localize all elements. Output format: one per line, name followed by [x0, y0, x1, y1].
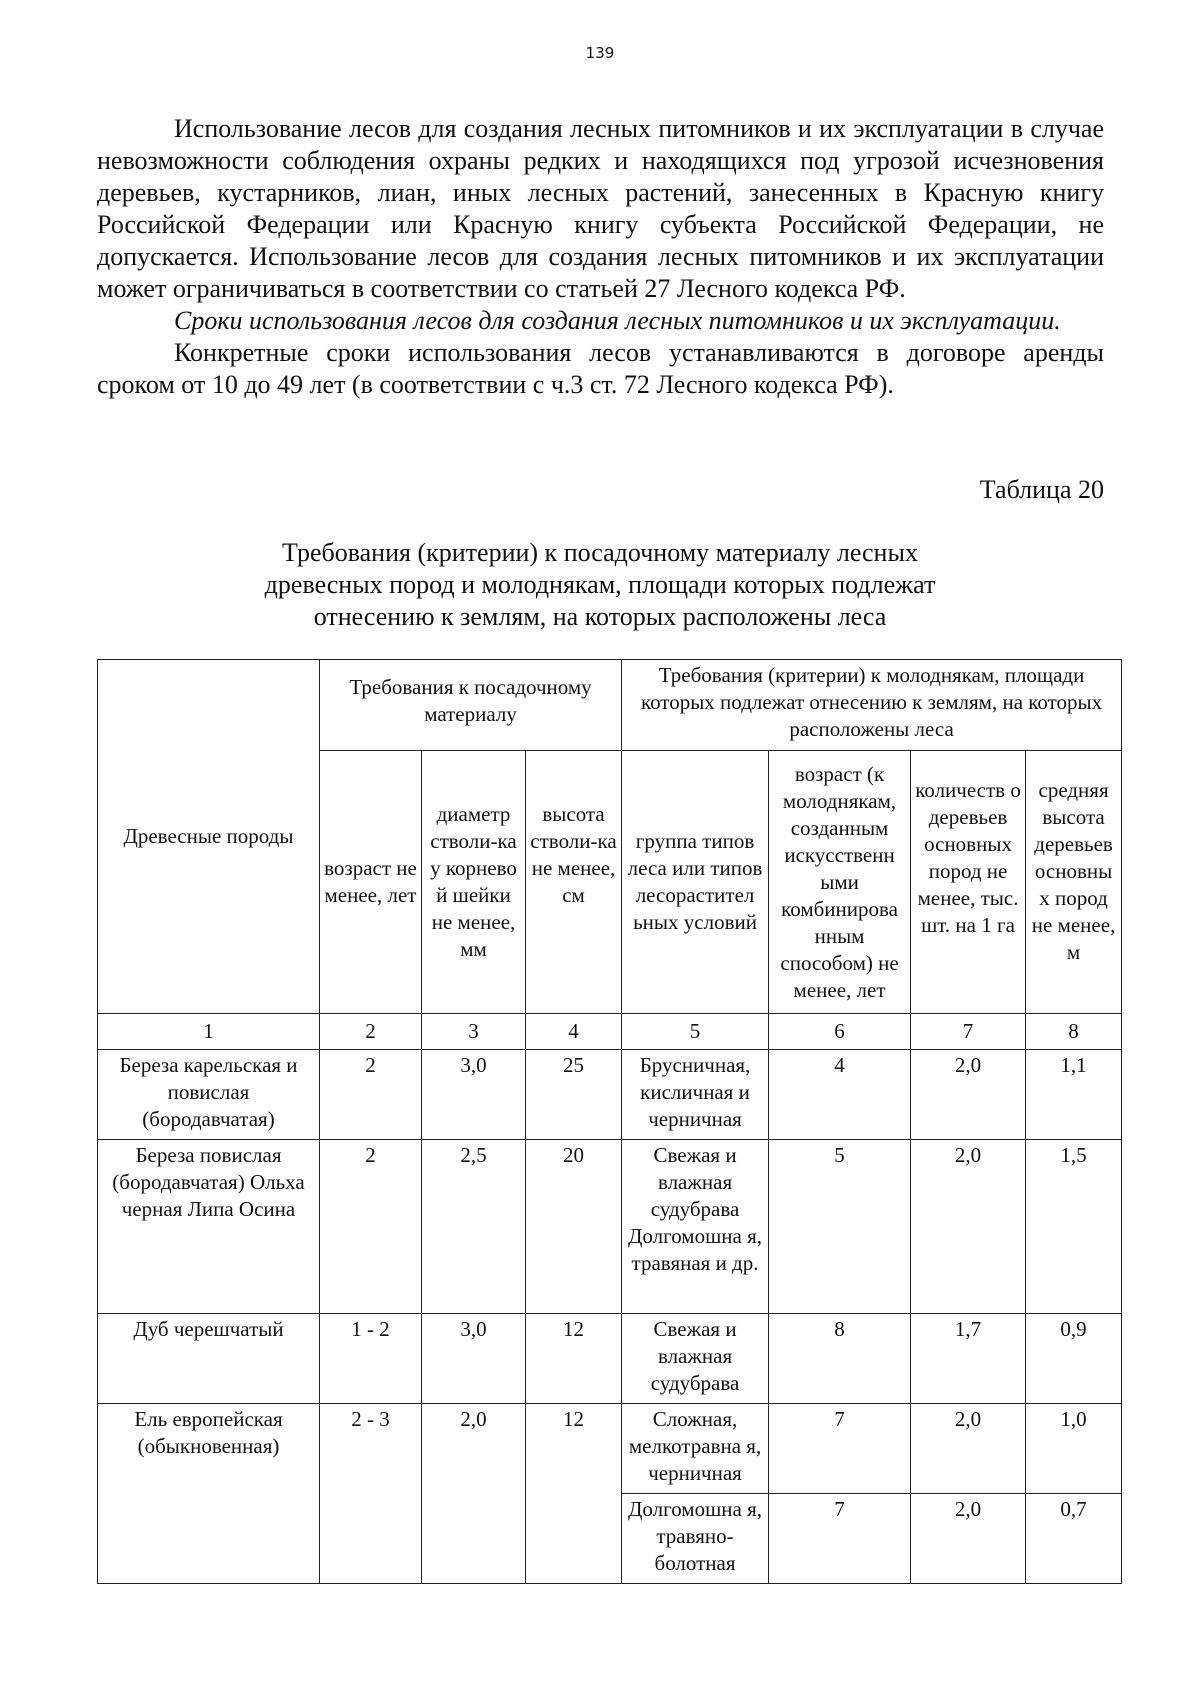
cell-young-stand-age: 8: [769, 1314, 911, 1404]
cell-tree-count: 2,0: [911, 1404, 1026, 1494]
cell-forest-type-group: Свежая и влажная судубрава: [622, 1314, 769, 1404]
cell-average-height: 1,1: [1026, 1050, 1122, 1140]
cell-stem-height: 25: [526, 1050, 622, 1140]
cell-seedling-age: 2: [320, 1050, 422, 1140]
cell-stem-height: 12: [526, 1314, 622, 1404]
cell-tree-count: 1,7: [911, 1314, 1026, 1404]
cell-young-stand-age: 7: [769, 1404, 911, 1494]
cell-average-height: 1,5: [1026, 1140, 1122, 1314]
cell-stem-height: 12: [526, 1404, 622, 1584]
column-number: 1: [98, 1014, 320, 1050]
cell-average-height: 0,9: [1026, 1314, 1122, 1404]
header-average-height: средняя высота деревьев основны х пород не менее, м: [1026, 751, 1122, 1014]
column-number: 3: [422, 1014, 526, 1050]
cell-average-height: 1,0: [1026, 1404, 1122, 1494]
header-stem-diameter: диаметр стволи-ка у корнево й шейки не менее, мм: [422, 751, 526, 1014]
cell-tree-count: 2,0: [911, 1140, 1026, 1314]
paragraph-usage-terms: Конкретные сроки использования лесов устанавливаются в договоре аренды сроком от 10 до 49 лет (в соответствии с ч.3 ст. 72 Лесного кодекса РФ).: [97, 338, 1104, 399]
table-title-line: отнесению к землям, на которых расположены леса: [313, 602, 887, 631]
table-row: [98, 1140, 1122, 1314]
table-row: [98, 1314, 1122, 1404]
header-group-planting-material: Требования к посадочному материалу: [320, 660, 622, 751]
table-label: Таблица 20: [979, 475, 1104, 504]
header-stem-height: высота стволи-ка не менее, см: [526, 751, 622, 1014]
column-number: 8: [1026, 1014, 1122, 1050]
column-number: 2: [320, 1014, 422, 1050]
cell-young-stand-age: 5: [769, 1140, 911, 1314]
cell-young-stand-age: 7: [769, 1494, 911, 1584]
page-number: 139: [585, 44, 615, 62]
cell-stem-diameter: 2,5: [422, 1140, 526, 1314]
header-young-stand-age: возраст (к молоднякам, созданным искусственн ыми комбинирова нным способом) не менее, лет: [769, 751, 911, 1014]
cell-stem-diameter: 3,0: [422, 1050, 526, 1140]
cell-tree-count: 2,0: [911, 1050, 1026, 1140]
table-title-line: древесных пород и молоднякам, площади которых подлежат: [264, 570, 936, 599]
table-row: [98, 1050, 1122, 1140]
table-title: [0, 537, 1200, 633]
cell-species: Дуб черешчатый: [98, 1314, 320, 1404]
cell-seedling-age: 1 - 2: [320, 1314, 422, 1404]
paragraph-usage-terms-heading: Сроки использования лесов для создания лесных питомников и их эксплуатации.: [174, 306, 1061, 335]
cell-species: Береза повислая (бородавчатая) Ольха черная Липа Осина: [98, 1140, 320, 1314]
cell-species: Ель европейская (обыкновенная): [98, 1404, 320, 1584]
paragraph-forest-use-restrictions: Использование лесов для создания лесных питомников и их эксплуатации в случае невозможности соблюдения охраны редких и находящихся под угрозой исчезновения деревьев, кустарников, лиан, иных лесных растений, занесенных в Красную книгу Российской Федерации или Красную книгу субъекта Российской Федерации, не допускается. Использование лесов для создания лесных питомников и их эксплуатации может ограничиваться в соответствии со статьей 27 Лесного кодекса РФ.: [97, 114, 1104, 303]
header-species: Древесные породы: [98, 660, 320, 1014]
cell-young-stand-age: 4: [769, 1050, 911, 1140]
header-forest-type-group: группа типов леса или типов лесорастител ьных условий: [622, 751, 769, 1014]
cell-forest-type-group: Брусничная, кисличная и черничная: [622, 1050, 769, 1140]
table-title-line: Требования (критерии) к посадочному материалу лесных: [282, 538, 918, 567]
cell-tree-count: 2,0: [911, 1494, 1026, 1584]
cell-stem-height: 20: [526, 1140, 622, 1314]
cell-forest-type-group: Долгомошна я, травяно-болотная: [622, 1494, 769, 1584]
header-tree-count: количеств о деревьев основных пород не менее, тыс. шт. на 1 га: [911, 751, 1026, 1014]
column-number: 6: [769, 1014, 911, 1050]
cell-species: Береза карельская и повислая (бородавчатая): [98, 1050, 320, 1140]
table-row: [98, 1404, 1122, 1494]
requirements-table: [97, 659, 1122, 1584]
header-group-young-stands: Требования (критерии) к молоднякам, площади которых подлежат отнесению к землям, на которых расположены леса: [622, 660, 1122, 751]
column-number: 5: [622, 1014, 769, 1050]
cell-stem-diameter: 3,0: [422, 1314, 526, 1404]
column-number: 4: [526, 1014, 622, 1050]
cell-seedling-age: 2 - 3: [320, 1404, 422, 1584]
cell-average-height: 0,7: [1026, 1494, 1122, 1584]
column-number: 7: [911, 1014, 1026, 1050]
cell-forest-type-group: Сложная, мелкотравна я, черничная: [622, 1404, 769, 1494]
cell-forest-type-group: Свежая и влажная судубрава Долгомошна я, травяная и др.: [622, 1140, 769, 1314]
cell-stem-diameter: 2,0: [422, 1404, 526, 1584]
cell-seedling-age: 2: [320, 1140, 422, 1314]
body-text: [97, 113, 1104, 401]
header-seedling-age: возраст не менее, лет: [320, 751, 422, 1014]
